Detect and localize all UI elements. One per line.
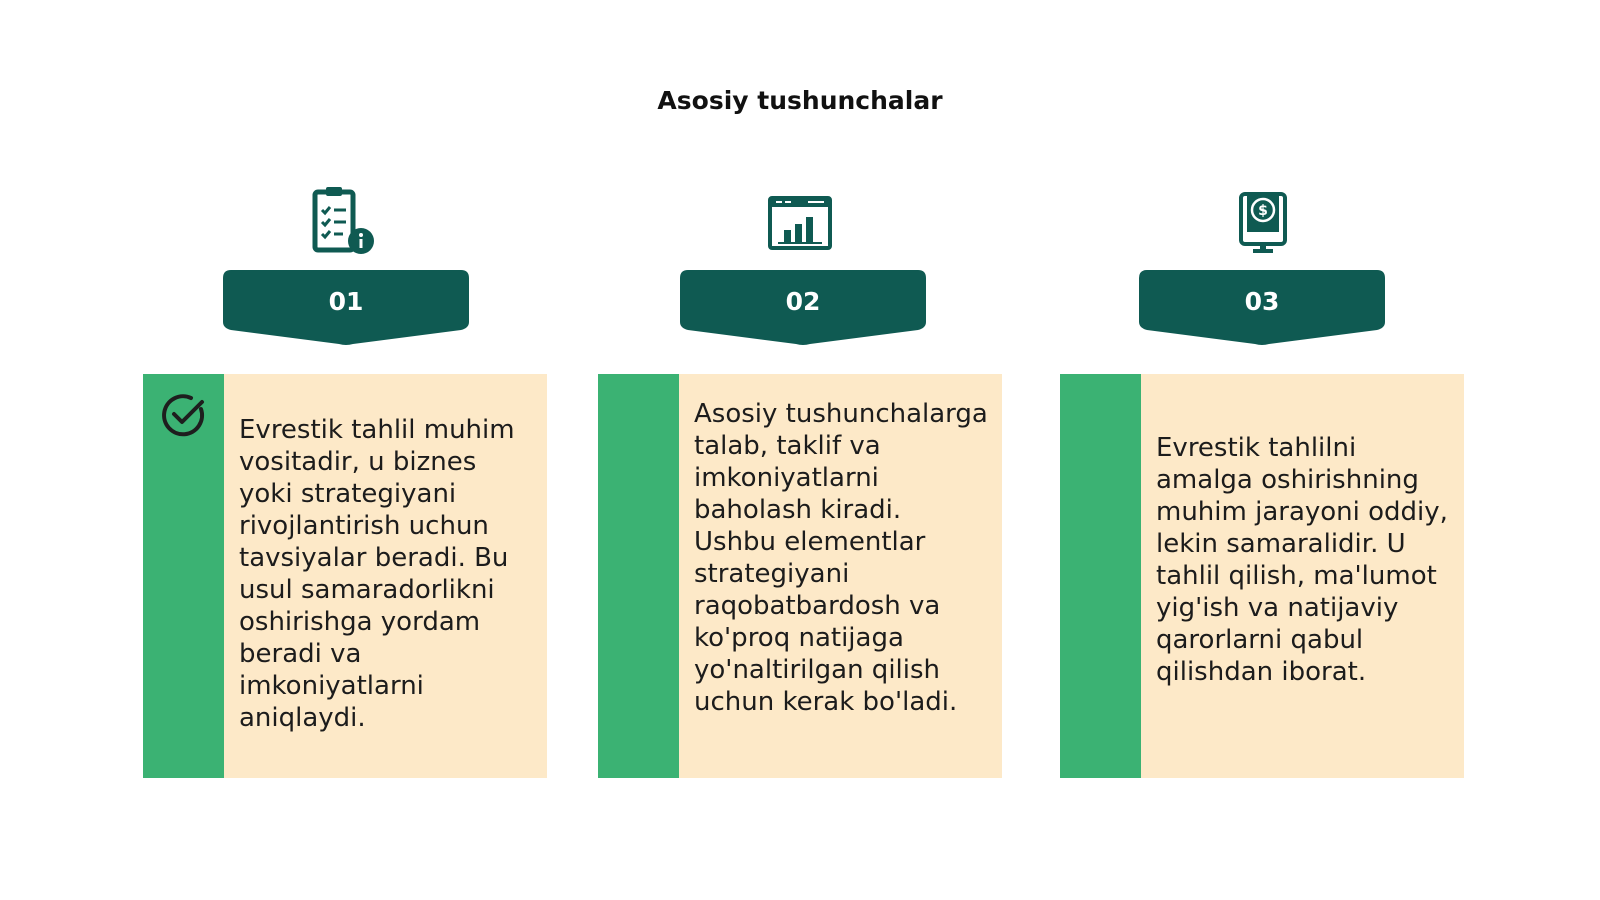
step-number: 01 bbox=[328, 287, 364, 316]
page-title: Asosiy tushunchalar bbox=[657, 86, 943, 115]
card-accent-strip bbox=[598, 374, 679, 778]
dollar-monitor-icon bbox=[1227, 186, 1299, 258]
svg-text:$: $ bbox=[1258, 203, 1268, 219]
card-text: Evrestik tahlil muhim vositadir, u biznes yoki strategiyani rivojlantirish uchun tavsiyalar beradi. Bu usul samaradorlikni oshirishga yordam beradi va imkoniyatlarni aniqlaydi. bbox=[239, 415, 515, 733]
card-text: Evrestik tahlilni amalga oshirishning muhim jarayoni oddiy, lekin samaralidir. U tahlil qilish, ma'lumot yig'ish va natijaviy qarorlarni qabul qilishdan iborat. bbox=[1156, 433, 1448, 687]
step-number: 02 bbox=[785, 287, 821, 316]
info-card-03 bbox=[1060, 374, 1464, 778]
info-card-02 bbox=[598, 374, 1002, 778]
step-number: 03 bbox=[1244, 287, 1280, 316]
card-accent-strip bbox=[1060, 374, 1141, 778]
card-text: Asosiy tushunchalarga talab, taklif va imkoniyatlarni baholash kiradi. Ushbu elementlar strategiyani raqobatbardosh va ko'proq natijaga yo'naltirilgan qilish uchun kerak bo'ladi. bbox=[694, 399, 988, 717]
check-circle-icon bbox=[161, 392, 207, 438]
bar-chart-window-icon bbox=[764, 186, 836, 258]
clipboard-checklist-info-icon bbox=[309, 186, 381, 258]
step-badge-02 bbox=[680, 270, 926, 346]
step-badge-01 bbox=[223, 270, 469, 346]
step-badge-03 bbox=[1139, 270, 1385, 346]
info-card-01 bbox=[143, 374, 547, 778]
